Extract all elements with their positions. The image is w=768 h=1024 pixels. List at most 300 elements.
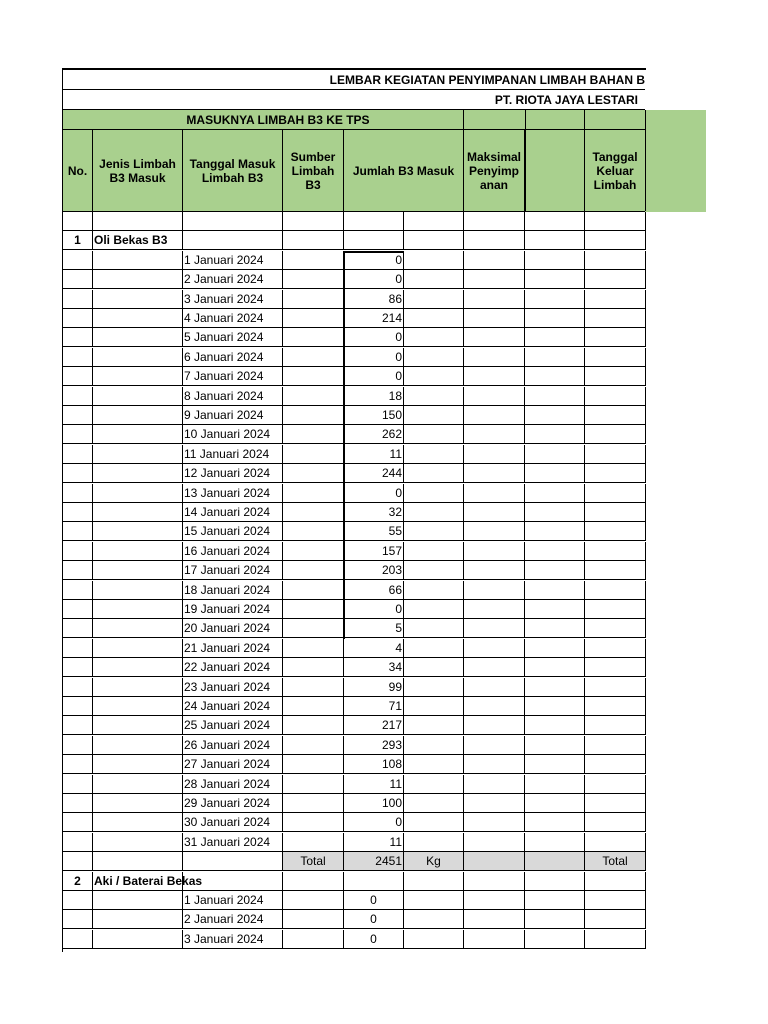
table-cell bbox=[93, 852, 183, 871]
table-cell bbox=[283, 639, 344, 658]
entry-quantity: 293 bbox=[344, 736, 404, 755]
table-cell bbox=[93, 678, 183, 697]
entry-date: 14 Januari 2024 bbox=[183, 503, 283, 522]
table-row bbox=[63, 503, 645, 522]
table-cell bbox=[63, 619, 93, 638]
table-cell bbox=[63, 561, 93, 580]
entry-date: 4 Januari 2024 bbox=[183, 309, 283, 328]
table-row bbox=[63, 270, 645, 289]
entry-date: 8 Januari 2024 bbox=[183, 387, 283, 406]
table-cell bbox=[525, 678, 585, 697]
table-cell bbox=[283, 212, 344, 231]
entry-date: 30 Januari 2024 bbox=[183, 813, 283, 832]
table-cell bbox=[283, 542, 344, 561]
entry-date: 5 Januari 2024 bbox=[183, 328, 283, 347]
table-cell bbox=[585, 406, 646, 425]
table-cell bbox=[404, 348, 464, 367]
table-cell bbox=[585, 348, 646, 367]
table-cell bbox=[525, 290, 585, 309]
entry-date: 1 Januari 2024 bbox=[183, 251, 283, 270]
table-cell bbox=[283, 445, 344, 464]
entry-date: 31 Januari 2024 bbox=[183, 833, 283, 852]
table-cell bbox=[93, 328, 183, 347]
table-cell bbox=[525, 910, 585, 929]
total-label: Total bbox=[283, 852, 344, 871]
table-cell bbox=[525, 891, 585, 910]
table-cell bbox=[585, 445, 646, 464]
entry-quantity: 0 bbox=[344, 891, 404, 910]
table-cell bbox=[464, 639, 525, 658]
entry-quantity: 217 bbox=[344, 716, 404, 735]
table-cell bbox=[464, 775, 525, 794]
entry-quantity: 32 bbox=[344, 503, 404, 522]
table-cell bbox=[464, 251, 525, 270]
table-cell bbox=[464, 231, 525, 250]
table-row bbox=[63, 678, 645, 697]
table-cell bbox=[93, 484, 183, 503]
table-cell bbox=[283, 290, 344, 309]
table-cell bbox=[283, 348, 344, 367]
table-cell bbox=[585, 561, 646, 580]
table-cell bbox=[283, 678, 344, 697]
table-row bbox=[63, 813, 645, 832]
table-cell bbox=[93, 464, 183, 483]
table-cell bbox=[464, 348, 525, 367]
table-cell bbox=[464, 678, 525, 697]
table-cell bbox=[93, 290, 183, 309]
table-cell bbox=[283, 270, 344, 289]
entry-quantity: 0 bbox=[344, 600, 404, 619]
table-cell bbox=[585, 425, 646, 444]
table-cell bbox=[585, 736, 646, 755]
table-row bbox=[63, 639, 645, 658]
table-cell bbox=[283, 775, 344, 794]
table-cell bbox=[63, 930, 93, 949]
table-cell bbox=[404, 503, 464, 522]
table-cell bbox=[63, 484, 93, 503]
entry-quantity: 0 bbox=[344, 270, 404, 289]
table-cell bbox=[525, 542, 585, 561]
table-cell bbox=[93, 309, 183, 328]
table-cell bbox=[464, 794, 525, 813]
entry-quantity: 244 bbox=[344, 464, 404, 483]
table-row bbox=[63, 309, 645, 328]
table-cell bbox=[404, 697, 464, 716]
entry-date: 9 Januari 2024 bbox=[183, 406, 283, 425]
total-value: 2451 bbox=[344, 852, 404, 871]
table-cell bbox=[464, 852, 525, 871]
col-header-keluar-top bbox=[585, 110, 646, 130]
table-cell bbox=[585, 775, 646, 794]
table-cell bbox=[464, 600, 525, 619]
table-cell bbox=[93, 910, 183, 929]
table-cell bbox=[404, 619, 464, 638]
table-cell bbox=[63, 251, 93, 270]
table-cell bbox=[464, 561, 525, 580]
table-cell bbox=[63, 910, 93, 929]
table-cell bbox=[63, 600, 93, 619]
table-cell bbox=[404, 736, 464, 755]
table-cell bbox=[404, 231, 464, 250]
entry-quantity: 108 bbox=[344, 755, 404, 774]
entry-date: 20 Januari 2024 bbox=[183, 619, 283, 638]
entry-date: 17 Januari 2024 bbox=[183, 561, 283, 580]
table-cell bbox=[63, 425, 93, 444]
table-cell bbox=[183, 231, 283, 250]
table-cell bbox=[464, 522, 525, 541]
table-cell bbox=[283, 794, 344, 813]
table-cell bbox=[525, 852, 585, 871]
table-cell bbox=[464, 716, 525, 735]
table-cell bbox=[464, 736, 525, 755]
table-cell bbox=[464, 581, 525, 600]
table-cell bbox=[283, 716, 344, 735]
table-row bbox=[63, 328, 645, 347]
table-cell bbox=[63, 716, 93, 735]
table-cell bbox=[585, 794, 646, 813]
group-number: 2 bbox=[63, 872, 93, 891]
table-cell bbox=[525, 270, 585, 289]
table-row bbox=[63, 367, 645, 386]
table-cell bbox=[585, 270, 646, 289]
entry-quantity: 0 bbox=[344, 930, 404, 949]
table-cell bbox=[525, 716, 585, 735]
table-cell bbox=[93, 755, 183, 774]
table-cell bbox=[283, 522, 344, 541]
table-cell bbox=[525, 406, 585, 425]
table-cell bbox=[464, 309, 525, 328]
table-cell bbox=[585, 309, 646, 328]
table-cell bbox=[63, 775, 93, 794]
table-cell bbox=[464, 406, 525, 425]
table-cell bbox=[63, 581, 93, 600]
table-cell bbox=[63, 891, 93, 910]
table-row bbox=[63, 910, 645, 929]
table-cell bbox=[585, 581, 646, 600]
table-cell bbox=[63, 406, 93, 425]
table-cell bbox=[525, 872, 585, 891]
table-cell bbox=[404, 833, 464, 852]
table-cell bbox=[63, 639, 93, 658]
table-cell bbox=[93, 697, 183, 716]
table-cell bbox=[93, 581, 183, 600]
table-cell bbox=[63, 328, 93, 347]
table-cell bbox=[585, 600, 646, 619]
table-row bbox=[63, 542, 645, 561]
table-row bbox=[63, 833, 645, 852]
entry-date: 3 Januari 2024 bbox=[183, 930, 283, 949]
entry-date: 2 Januari 2024 bbox=[183, 270, 283, 289]
table-cell bbox=[93, 619, 183, 638]
table-cell bbox=[585, 212, 646, 231]
table-row bbox=[63, 891, 645, 910]
table-cell bbox=[404, 639, 464, 658]
entry-quantity: 18 bbox=[344, 387, 404, 406]
table-cell bbox=[404, 406, 464, 425]
total-unit: Kg bbox=[404, 852, 464, 871]
table-cell bbox=[283, 231, 344, 250]
table-cell bbox=[283, 697, 344, 716]
table-cell bbox=[63, 212, 93, 231]
table-cell bbox=[63, 309, 93, 328]
table-cell bbox=[525, 600, 585, 619]
entry-date: 12 Januari 2024 bbox=[183, 464, 283, 483]
entry-date: 21 Januari 2024 bbox=[183, 639, 283, 658]
table-cell bbox=[525, 212, 585, 231]
table-cell bbox=[464, 387, 525, 406]
entry-date: 29 Januari 2024 bbox=[183, 794, 283, 813]
table-cell bbox=[63, 367, 93, 386]
table-cell bbox=[525, 581, 585, 600]
entry-quantity: 0 bbox=[344, 813, 404, 832]
table-row bbox=[63, 794, 645, 813]
table-row bbox=[63, 445, 645, 464]
table-row bbox=[63, 716, 645, 735]
entry-date: 13 Januari 2024 bbox=[183, 484, 283, 503]
table-row bbox=[63, 736, 645, 755]
entry-date: 18 Januari 2024 bbox=[183, 581, 283, 600]
table-cell bbox=[404, 522, 464, 541]
table-cell bbox=[283, 658, 344, 677]
entry-date: 1 Januari 2024 bbox=[183, 891, 283, 910]
entry-quantity: 0 bbox=[344, 251, 404, 270]
table-cell bbox=[585, 755, 646, 774]
entry-quantity: 55 bbox=[344, 522, 404, 541]
table-row bbox=[63, 406, 645, 425]
table-row bbox=[63, 658, 645, 677]
table-row bbox=[63, 464, 645, 483]
table-cell bbox=[585, 639, 646, 658]
table-cell bbox=[525, 522, 585, 541]
table-cell bbox=[525, 619, 585, 638]
entry-quantity: 0 bbox=[344, 328, 404, 347]
table-cell bbox=[283, 736, 344, 755]
table-cell bbox=[525, 833, 585, 852]
table-cell bbox=[404, 930, 464, 949]
entry-quantity: 150 bbox=[344, 406, 404, 425]
table-cell bbox=[93, 775, 183, 794]
table-cell bbox=[283, 930, 344, 949]
entry-quantity: 11 bbox=[344, 833, 404, 852]
table-cell bbox=[585, 387, 646, 406]
table-cell bbox=[404, 425, 464, 444]
table-cell bbox=[525, 445, 585, 464]
table-cell bbox=[585, 891, 646, 910]
table-cell bbox=[525, 328, 585, 347]
table-cell bbox=[585, 678, 646, 697]
table-cell bbox=[404, 658, 464, 677]
table-cell bbox=[585, 619, 646, 638]
table-cell bbox=[404, 891, 464, 910]
entry-quantity: 0 bbox=[344, 484, 404, 503]
table-cell bbox=[404, 581, 464, 600]
entry-date: 26 Januari 2024 bbox=[183, 736, 283, 755]
entry-quantity: 214 bbox=[344, 309, 404, 328]
entry-quantity: 157 bbox=[344, 542, 404, 561]
table-cell bbox=[585, 910, 646, 929]
table-row bbox=[63, 600, 645, 619]
entry-quantity: 86 bbox=[344, 290, 404, 309]
table-row bbox=[63, 561, 645, 580]
table-cell bbox=[525, 231, 585, 250]
entry-date: 16 Januari 2024 bbox=[183, 542, 283, 561]
table-cell bbox=[93, 445, 183, 464]
table-cell bbox=[63, 755, 93, 774]
table-row bbox=[63, 387, 645, 406]
entry-date: 25 Januari 2024 bbox=[183, 716, 283, 735]
table-cell bbox=[585, 464, 646, 483]
table-cell bbox=[93, 833, 183, 852]
table-cell bbox=[63, 852, 93, 871]
table-row bbox=[63, 619, 645, 638]
table-cell bbox=[464, 833, 525, 852]
quantity-column-left-rule bbox=[343, 251, 345, 639]
table-cell bbox=[283, 755, 344, 774]
table-cell bbox=[404, 367, 464, 386]
table-cell bbox=[404, 813, 464, 832]
table-cell bbox=[464, 464, 525, 483]
table-cell bbox=[283, 619, 344, 638]
table-cell bbox=[525, 658, 585, 677]
table-cell bbox=[464, 658, 525, 677]
table-cell bbox=[464, 619, 525, 638]
entry-quantity: 0 bbox=[344, 910, 404, 929]
table-row bbox=[63, 581, 645, 600]
table-cell bbox=[93, 930, 183, 949]
table-cell bbox=[585, 813, 646, 832]
entry-date: 3 Januari 2024 bbox=[183, 290, 283, 309]
table-cell bbox=[525, 775, 585, 794]
table-cell bbox=[525, 794, 585, 813]
table-cell bbox=[464, 910, 525, 929]
table-cell bbox=[464, 697, 525, 716]
table-row bbox=[63, 775, 645, 794]
table-cell bbox=[585, 290, 646, 309]
table-cell bbox=[525, 251, 585, 270]
table-cell bbox=[93, 212, 183, 231]
table-cell bbox=[283, 891, 344, 910]
entry-date: 27 Januari 2024 bbox=[183, 755, 283, 774]
group-name: Oli Bekas B3 bbox=[93, 231, 183, 250]
table-cell bbox=[525, 503, 585, 522]
group-name: Aki / Baterai Bekas bbox=[93, 872, 183, 891]
group-number: 1 bbox=[63, 231, 93, 250]
table-cell bbox=[464, 212, 525, 231]
table-cell bbox=[585, 251, 646, 270]
table-cell bbox=[464, 930, 525, 949]
table-row bbox=[63, 755, 645, 774]
table-cell bbox=[525, 484, 585, 503]
table-cell bbox=[283, 561, 344, 580]
group-header-row bbox=[63, 872, 645, 891]
table-row bbox=[63, 484, 645, 503]
entry-quantity: 0 bbox=[344, 367, 404, 386]
table-cell bbox=[404, 755, 464, 774]
entry-quantity: 11 bbox=[344, 445, 404, 464]
table-cell bbox=[525, 697, 585, 716]
table-cell bbox=[464, 290, 525, 309]
table-cell bbox=[344, 872, 404, 891]
entry-quantity: 99 bbox=[344, 678, 404, 697]
table-cell bbox=[63, 290, 93, 309]
table-cell bbox=[525, 348, 585, 367]
section-title: MASUKNYA LIMBAH B3 KE TPS bbox=[93, 110, 464, 130]
table-cell bbox=[93, 348, 183, 367]
table-cell bbox=[585, 697, 646, 716]
table-cell bbox=[93, 406, 183, 425]
table-cell bbox=[93, 503, 183, 522]
entry-quantity: 11 bbox=[344, 775, 404, 794]
table-cell bbox=[63, 348, 93, 367]
table-cell bbox=[525, 309, 585, 328]
table-cell bbox=[525, 755, 585, 774]
table-cell bbox=[183, 212, 283, 231]
table-cell bbox=[63, 270, 93, 289]
table-cell bbox=[464, 367, 525, 386]
entry-date: 19 Januari 2024 bbox=[183, 600, 283, 619]
table-cell bbox=[585, 716, 646, 735]
table-cell bbox=[404, 872, 464, 891]
table-cell bbox=[63, 794, 93, 813]
col-header-sumber: Sumber Limbah B3 bbox=[283, 130, 344, 211]
table-cell bbox=[283, 872, 344, 891]
entry-date: 2 Januari 2024 bbox=[183, 910, 283, 929]
table-cell bbox=[404, 464, 464, 483]
table-cell bbox=[93, 542, 183, 561]
table-cell bbox=[525, 387, 585, 406]
table-cell bbox=[404, 387, 464, 406]
table-cell bbox=[525, 425, 585, 444]
table-cell bbox=[93, 425, 183, 444]
table-cell bbox=[585, 484, 646, 503]
entry-date: 15 Januari 2024 bbox=[183, 522, 283, 541]
table-cell bbox=[585, 833, 646, 852]
entry-date: 24 Januari 2024 bbox=[183, 697, 283, 716]
table-cell bbox=[283, 833, 344, 852]
table-cell bbox=[344, 212, 404, 231]
table-cell bbox=[63, 658, 93, 677]
table-cell bbox=[464, 542, 525, 561]
table-cell bbox=[283, 600, 344, 619]
table-cell bbox=[93, 251, 183, 270]
table-cell bbox=[283, 813, 344, 832]
table-cell bbox=[404, 561, 464, 580]
table-cell bbox=[464, 872, 525, 891]
table-cell bbox=[93, 561, 183, 580]
table-cell bbox=[404, 328, 464, 347]
entry-quantity: 0 bbox=[344, 348, 404, 367]
table-cell bbox=[283, 484, 344, 503]
table-cell bbox=[585, 328, 646, 347]
table-row bbox=[63, 290, 645, 309]
table-cell bbox=[183, 852, 283, 871]
total-right-label: Total bbox=[585, 852, 646, 871]
table-cell bbox=[464, 484, 525, 503]
table-cell bbox=[283, 581, 344, 600]
table-cell bbox=[404, 775, 464, 794]
entry-date: 23 Januari 2024 bbox=[183, 678, 283, 697]
table-cell bbox=[404, 910, 464, 929]
table-cell bbox=[183, 872, 283, 891]
entry-quantity: 262 bbox=[344, 425, 404, 444]
table-cell bbox=[525, 561, 585, 580]
col-header-blank bbox=[525, 110, 585, 211]
table-row bbox=[63, 425, 645, 444]
table-cell bbox=[464, 328, 525, 347]
table-cell bbox=[63, 522, 93, 541]
col-header-tanggal-keluar: Tanggal Keluar Limbah bbox=[585, 130, 646, 211]
sheet-title: LEMBAR KEGIATAN PENYIMPANAN LIMBAH BAHAN B bbox=[63, 70, 645, 90]
